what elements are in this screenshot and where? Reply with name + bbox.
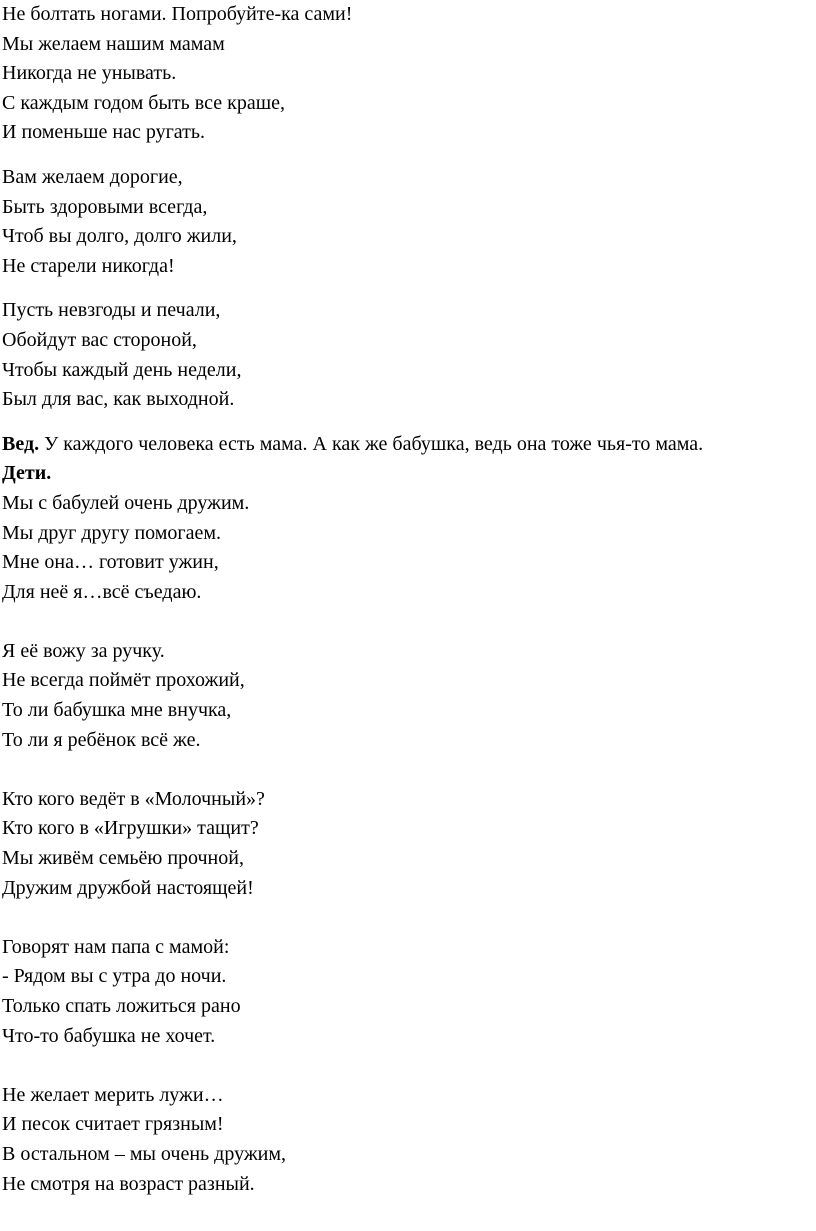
poem-line: Говорят нам папа с мамой: (2, 935, 230, 958)
stanza-4 (2, 489, 816, 607)
poem-line: То ли бабушка мне внучка, (2, 699, 232, 722)
poem-line: Не болтать ногами. Попробуйте-ка сами! (2, 3, 353, 25)
poem-line: Вам желаем дорогие, (2, 165, 183, 188)
stanza-3 (2, 296, 816, 414)
poem-line: Кто кого ведёт в «Молочный»? (2, 787, 265, 810)
poem-line: В остальном – мы очень дружим, (2, 1142, 286, 1165)
poem-line: Для неё я…всё съедаю. (2, 580, 202, 603)
stanza-gap (2, 148, 816, 163)
children-label: Дети. (2, 462, 52, 485)
poem-line: Дружим дружбой настоящей! (2, 876, 254, 899)
poem-line: Никогда не унывать. (2, 62, 177, 85)
speaker-label: Вед. (2, 432, 40, 455)
stanza-gap (2, 755, 816, 785)
stanza-7 (2, 933, 816, 1051)
poem-line: Что-то бабушка не хочет. (2, 1024, 216, 1047)
poem-line: Мне она… готовит ужин, (2, 551, 219, 574)
poem-line: Мы желаем нашим мамам (2, 32, 225, 55)
poem-line: Не старели никогда! (2, 254, 175, 277)
poem-line: Не желает мерить лужи… (2, 1083, 224, 1106)
presenter-line (2, 430, 816, 460)
stanza-8 (2, 1081, 816, 1199)
poem-line: Не всегда поймёт прохожий, (2, 669, 245, 692)
stanza-2 (2, 163, 816, 281)
poem-line: Обойдут вас стороной, (2, 328, 197, 351)
stanza-gap (2, 1051, 816, 1081)
poem-line: То ли я ребёнок всё же. (2, 728, 201, 751)
poem-line: Мы живём семьёю прочной, (2, 847, 244, 870)
poem-line: Мы друг другу помогаем. (2, 521, 222, 544)
presenter-text: У каждого человека есть мама. А как же бабушка, ведь она тоже чья-то мама. (39, 432, 704, 455)
poem-line: С каждым годом быть все краше, (2, 91, 285, 114)
poem-line: Только спать ложиться рано (2, 995, 241, 1017)
poem-line: Быть здоровыми всегда, (2, 195, 208, 218)
poem-line: Чтоб вы долго, долго жили, (2, 225, 237, 248)
poem-line: И поменьше нас ругать. (2, 121, 206, 144)
poem-line: Не смотря на возраст разный. (2, 1172, 255, 1195)
poem-line: Мы с бабулей очень дружим. (2, 491, 250, 514)
presenter-paragraph (2, 430, 816, 489)
stanza-gap (2, 281, 816, 296)
stanza-gap (2, 903, 816, 933)
poem-line: Чтобы каждый день недели, (2, 358, 242, 381)
poem-line: И песок считает грязным! (2, 1113, 224, 1136)
poem-line: Кто кого в «Игрушки» тащит? (2, 817, 259, 840)
stanza-5 (2, 637, 816, 755)
poem-line: Был для вас, как выходной. (2, 388, 235, 411)
stanza-gap (2, 415, 816, 430)
poem-line: Пусть невзгоды и печали, (2, 299, 221, 322)
stanza-gap (2, 607, 816, 637)
poem-line: Я её вожу за ручку. (2, 639, 165, 662)
poem-line: - Рядом вы с утра до ночи. (2, 965, 227, 988)
stanza-1 (2, 0, 816, 148)
stanza-6 (2, 785, 816, 903)
